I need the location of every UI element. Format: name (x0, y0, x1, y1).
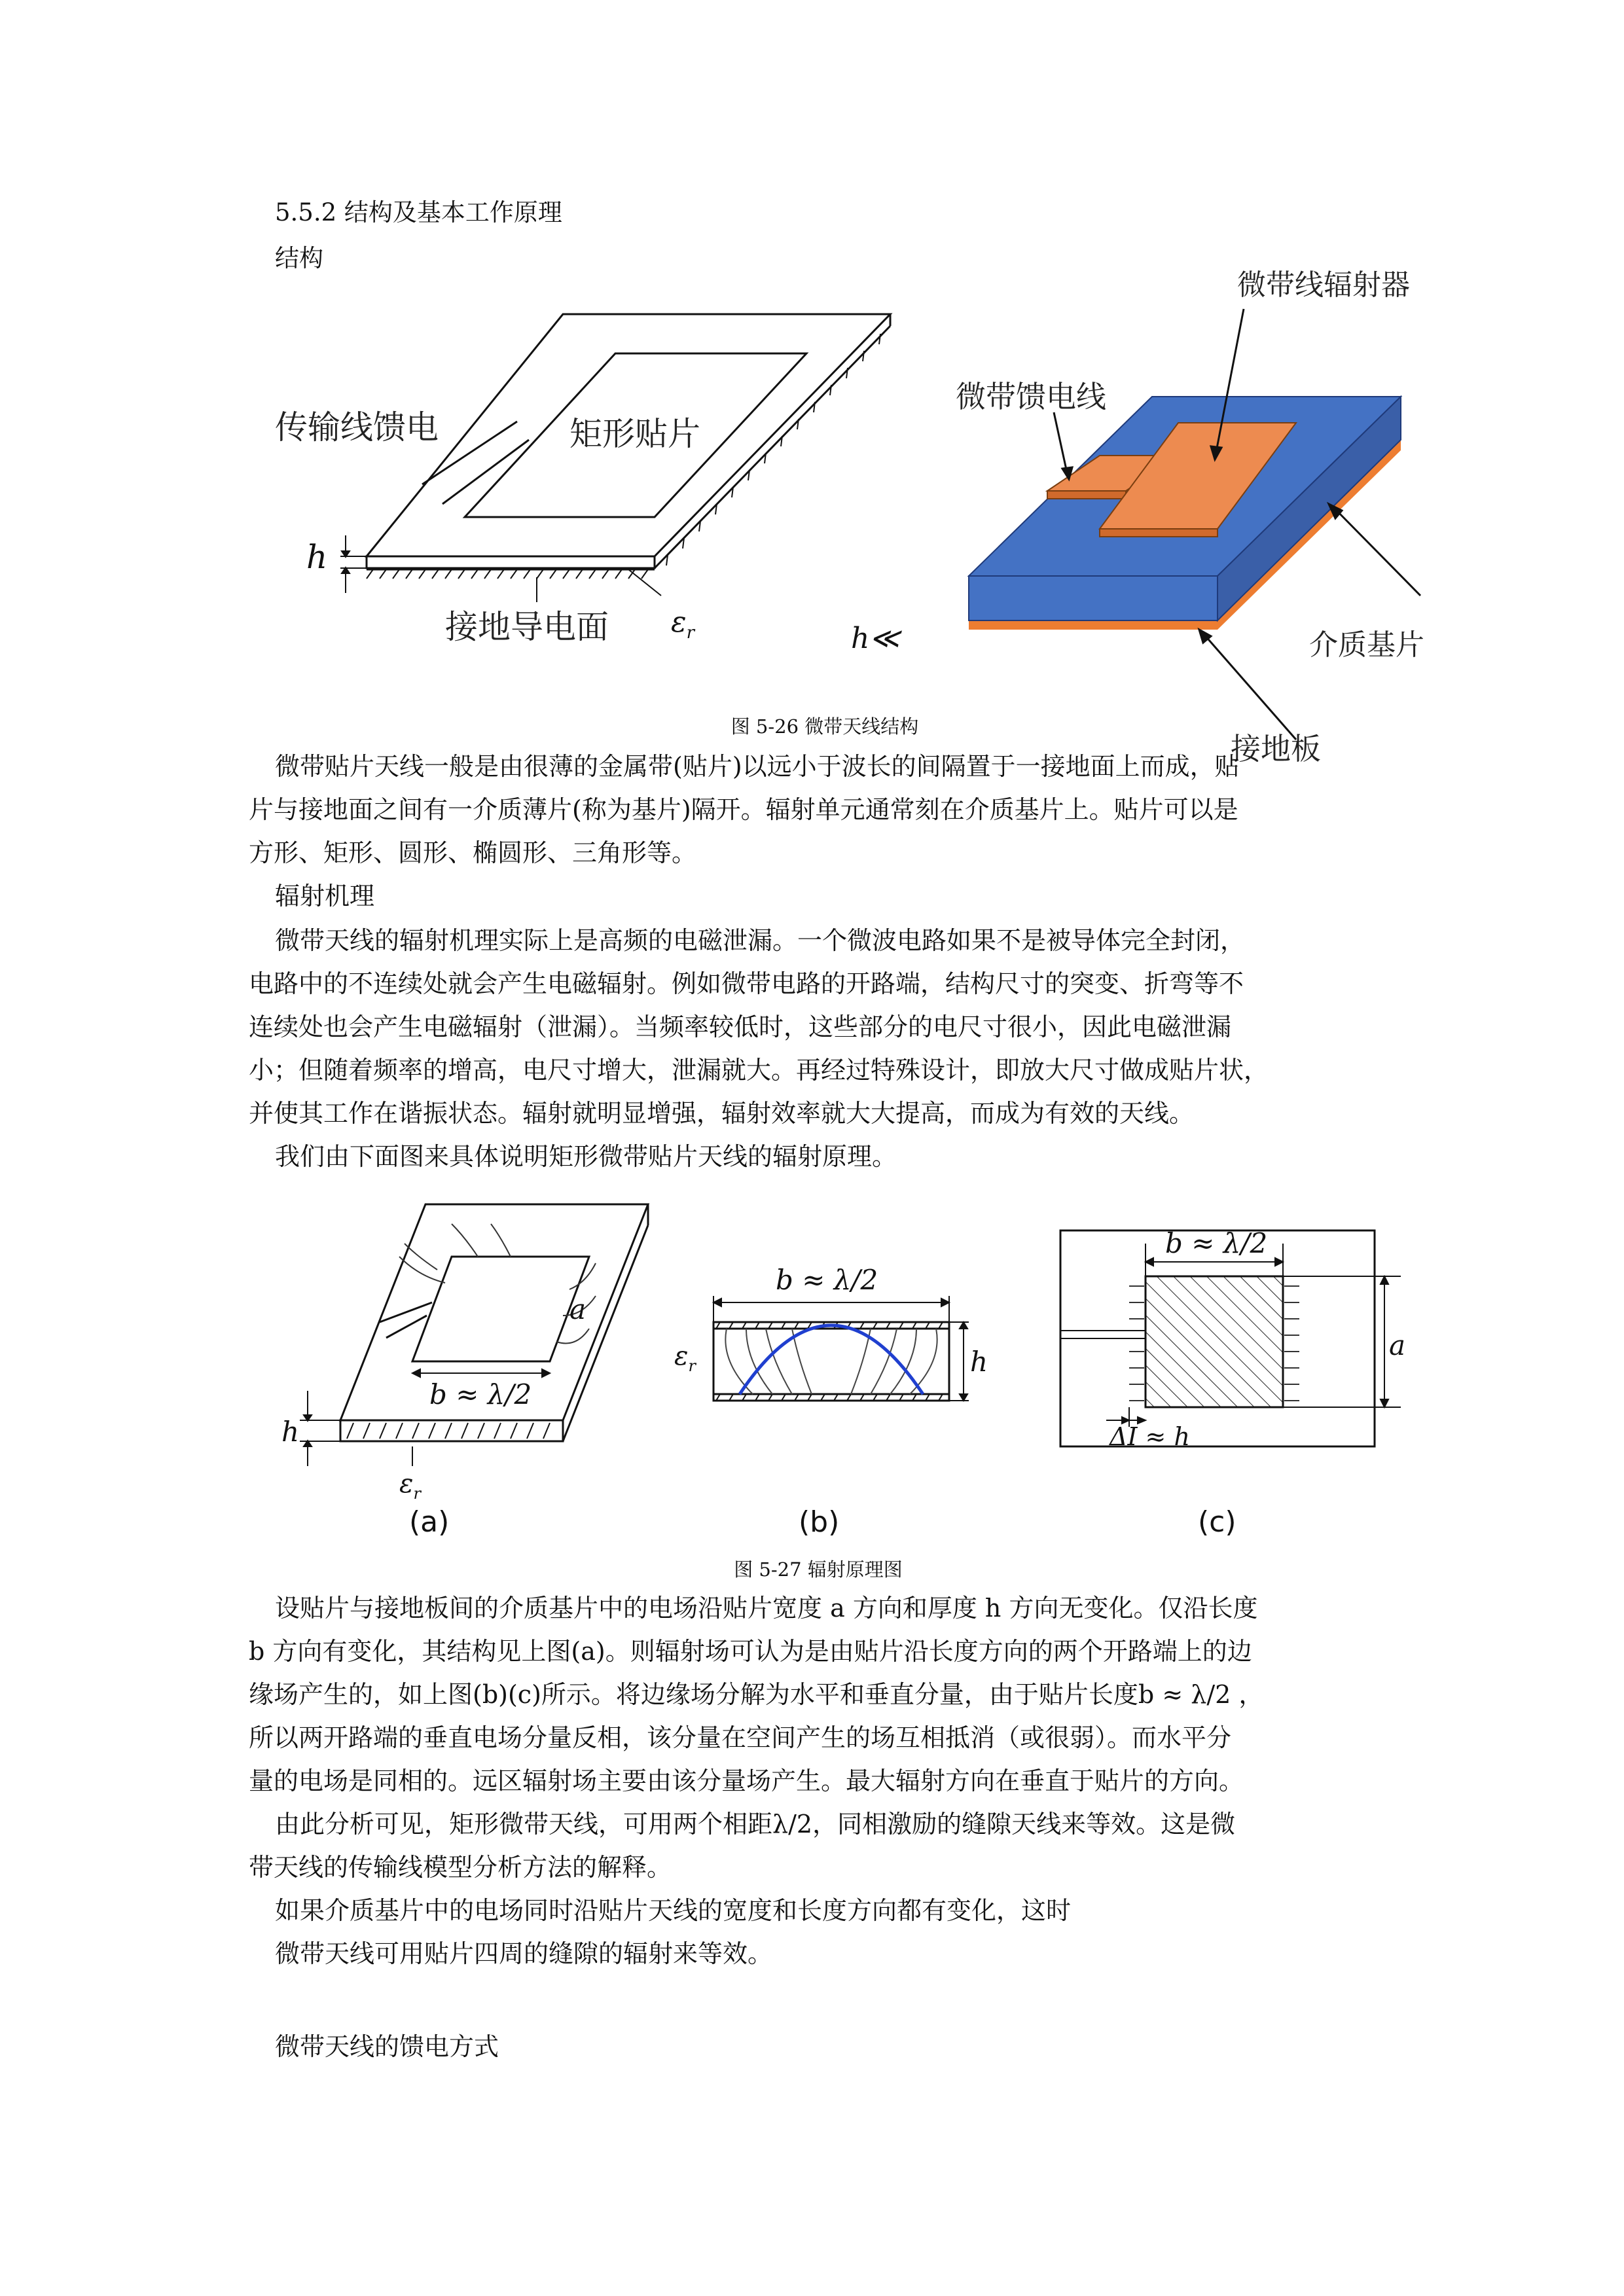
para-3-line-2: b 方向有变化，其结构见上图(a)。则辐射场可认为是由贴片沿长度方向的两个开路端上的边 (249, 1637, 1252, 1666)
para-3-line-6: 由此分析可见，矩形微带天线，可用两个相距λ/2，同相激励的缝隙天线来等效。这是微 (275, 1810, 1236, 1839)
ground-label-left: 接地导电面 (445, 608, 609, 646)
fig27b-eps-label: $\varepsilon_r$ (674, 1341, 696, 1375)
substrate-front (969, 576, 1218, 620)
patch-label: 矩形贴片 (569, 415, 700, 453)
fig27a-eps-label: $\varepsilon_r$ (399, 1469, 421, 1503)
fig27c-b-label: b ≈ λ/2 (1165, 1227, 1268, 1259)
figure-27c-diagram (1054, 1224, 1420, 1538)
radiation-heading: 辐射机理 (275, 882, 375, 910)
para-3-line-1: 设贴片与接地板间的介质基片中的电场沿贴片宽度 a 方向和厚度 h 方向无变化。仅沿长度 (275, 1594, 1258, 1623)
feedline-label: 微带馈电线 (956, 379, 1106, 414)
para-3-line-7: 带天线的传输线模型分析方法的解释。 (249, 1853, 672, 1882)
para-3-line-5: 量的电场是同相的。远区辐射场主要由该分量场产生。最大辐射方向在垂直于贴片的方向。 (249, 1767, 1244, 1795)
para-2-line-4: 小；但随着频率的增高，电尺寸增大，泄漏就大。再经过特殊设计，即放大尺寸做成贴片状， (249, 1056, 1269, 1085)
para-1-line-2: 片与接地面之间有一介质薄片(称为基片)隔开。辐射单元通常刻在介质基片上。贴片可以是 (249, 795, 1238, 824)
figure-26-left-diagram (262, 308, 903, 674)
para-2-line-1: 微带天线的辐射机理实际上是高频的电磁泄漏。一个微波电路如果不是被导体完全封闭， (275, 926, 1246, 955)
h-label-left: h (306, 538, 328, 576)
fig27a-b-label: b ≈ λ/2 (429, 1378, 532, 1410)
structure-heading: 结构 (275, 244, 323, 272)
fig27a-tag: (a) (409, 1505, 450, 1539)
figure-27a-diagram (281, 1198, 661, 1538)
para-1-line-3: 方形、矩形、圆形、椭圆形、三角形等。 (249, 838, 697, 867)
fig27a-a-label: a (569, 1293, 586, 1325)
fig27b-h-label: h (970, 1346, 988, 1378)
para-3-line-4: 所以两开路端的垂直电场分量反相，该分量在空间产生的场互相抵消（或很弱）。而水平分 (249, 1723, 1232, 1752)
para-2-line-3: 连续处也会产生电磁辐射（泄漏）。当频率较低时，这些部分的电尺寸很小，因此电磁泄漏 (249, 1013, 1232, 1041)
fig27a-h-label: h (281, 1416, 300, 1448)
h-label-right: h≪ (851, 622, 900, 655)
figure-26-caption: 图 5-26 微带天线结构 (731, 715, 919, 738)
figure-26-right-diagram (851, 268, 1440, 766)
fig27c-tag: (c) (1198, 1505, 1236, 1539)
radiator-label: 微带线辐射器 (1237, 268, 1410, 302)
ground-board-label: 接地板 (1231, 731, 1321, 766)
para-3-line-3: 缘场产生的，如上图(b)(c)所示。将边缘场分解为水平和垂直分量，由于贴片长度b ≈ λ/2 ， (249, 1680, 1264, 1709)
figure-27b-diagram (661, 1230, 1001, 1538)
para-3-line-9: 微带天线可用贴片四周的缝隙的辐射来等效。 (275, 1939, 773, 1968)
ground-hatch (367, 334, 880, 579)
hatched-patch (1146, 1276, 1283, 1407)
fig27c-dl-label: ΔI ≈ h (1110, 1422, 1190, 1451)
para-2-line-5: 并使其工作在谐振状态。辐射就明显增强，辐射效率就大大提高，而成为有效的天线。 (249, 1099, 1195, 1128)
feed-heading: 微带天线的馈电方式 (275, 2032, 499, 2061)
eps-label-left: $\varepsilon_r$ (671, 605, 695, 643)
fig27c-a-label: a (1389, 1329, 1406, 1361)
para-2-line-2: 电路中的不连续处就会产生电磁辐射。例如微带电路的开路端，结构尺寸的突变、折弯等不 (249, 969, 1244, 998)
para-1-line-1: 微带贴片天线一般是由很薄的金属带(贴片)以远小于波长的间隔置于一接地面上而成，贴 (275, 752, 1240, 781)
para-3-line-8: 如果介质基片中的电场同时沿贴片天线的宽度和长度方向都有变化，这时 (275, 1896, 1072, 1925)
fig27b-tag: (b) (799, 1505, 840, 1539)
feed-label: 传输线馈电 (275, 408, 439, 446)
figure-27-caption: 图 5-27 辐射原理图 (734, 1558, 903, 1581)
substrate-label: 介质基片 (1309, 628, 1424, 662)
fig27b-b-label: b ≈ λ/2 (776, 1264, 878, 1296)
section-title: 5.5.2 结构及基本工作原理 (275, 198, 562, 226)
para-2-line-6: 我们由下面图来具体说明矩形微带贴片天线的辐射原理。 (275, 1142, 897, 1171)
